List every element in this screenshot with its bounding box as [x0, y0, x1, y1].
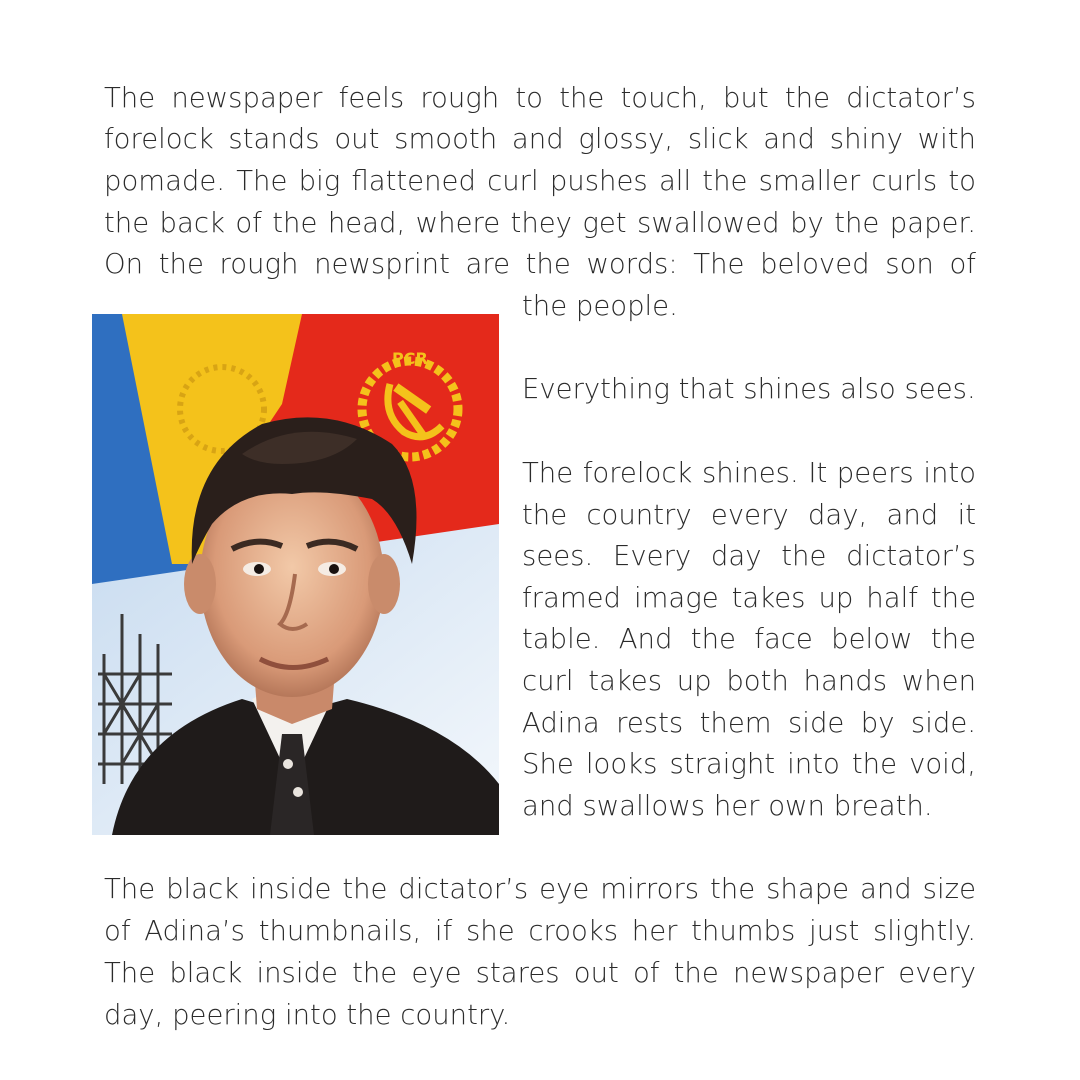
text-line: pomade. The big flattened curl pushes all the smaller curls to: [104, 165, 976, 197]
text-line: Adina rests them side by side.: [522, 707, 976, 739]
text-line: The black inside the dictator’s eye mirrors the shape and size: [104, 873, 976, 905]
text-line: curl takes up both hands when: [522, 665, 976, 697]
text-line: and swallows her own breath.: [522, 790, 933, 822]
text-line: day, peering into the country.: [104, 999, 511, 1031]
text-line: forelock stands out smooth and glossy, slick and shiny with: [104, 123, 976, 155]
dictator-portrait-image: [92, 314, 499, 835]
text-line: The forelock shines. It peers into: [522, 457, 976, 489]
text-line: On the rough newsprint are the words: The beloved son of: [104, 248, 976, 280]
text-line: sees. Every day the dictator’s: [522, 540, 976, 572]
text-line: table. And the face below the: [522, 623, 976, 655]
text-line: the people.: [522, 290, 678, 322]
text-line: The black inside the eye stares out of the newspaper every: [104, 957, 976, 989]
text-line: framed image takes up half the: [522, 582, 976, 614]
text-line: the country every day, and it: [522, 499, 976, 531]
emblem-text: PCR: [392, 349, 428, 368]
text-line: The newspaper feels rough to the touch, but the dictator’s: [104, 82, 976, 114]
text-line: the back of the head, where they get swallowed by the paper.: [104, 207, 976, 239]
text-line: Everything that shines also sees.: [522, 373, 976, 405]
text-line: of Adina’s thumbnails, if she crooks her thumbs just slightly.: [104, 915, 976, 947]
text-line: She looks straight into the void,: [522, 748, 976, 780]
